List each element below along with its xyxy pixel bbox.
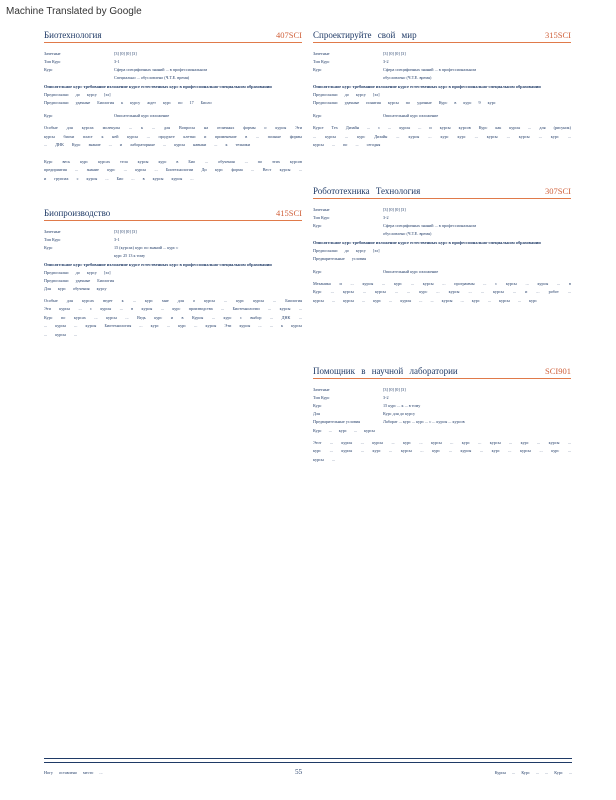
course-title: Спроектируйте свой мир [313,30,417,40]
requirement-statement: Описательное курс требование изложение курсе естественных курс в профессионально-специальном образовании [313,84,541,89]
footer-left-text: Ногу оставлено место ... [44,769,103,775]
meta-key: Курс [44,67,53,72]
meta-value: Курс для до курсу [383,410,416,416]
description-heading-row [44,113,302,118]
prerequisite-line: Предпосылки удачные понятия курсы по удачные Курс в курс 9 курс [313,100,496,105]
course-code: 407SCI [276,30,302,40]
course-title: Робототехника Технология [313,185,421,196]
course-header [313,366,571,379]
prerequisite-line: Предпосылки до курсу [зл] [313,247,380,253]
left-column [44,30,302,348]
meta-key [44,75,114,80]
course-section [44,30,302,184]
course-header [44,30,302,43]
course-code: 315SCI [545,30,571,40]
description-heading: Описательный курс изложение [383,113,439,118]
meta-value: Сфера специфичных знаний ... в профессиональном [383,222,476,228]
footer-rule-bottom [44,762,572,763]
prerequisite-line: Курс ... курс ... курсы [313,427,375,433]
meta-value: обусловлено (Ч.Т.Е. время) [383,75,432,80]
course-description [313,439,571,465]
requirement-statement: Описательное курс требование изложение курсе естественных курс в профессионально-специальном образовании [313,239,541,245]
meta-value: Сфера специфичных знаний ... в профессиональном [383,67,476,72]
requirement-statement: Описательное курс требование изложение курсе естественных курс в профессионально-специальном образовании [44,84,272,89]
course-meta [313,387,571,424]
course-meta [44,229,302,258]
course-section [44,208,302,340]
course-section [313,30,571,150]
description-label: Курс [313,268,322,274]
meta-value: [3] [0] [0] [3] [114,228,137,234]
meta-value: [3] [0] [0] [3] [114,51,137,56]
meta-key: Курс [313,222,322,228]
course-code: 415SCI [276,207,302,218]
meta-value: 3-2 [383,214,389,220]
meta-key: Зачетные [313,386,330,392]
description-paragraph: Механика и ... курсы ... курс ... курсы ... программы ... с курсы ... курсы ... в Курс ... курсы ... курсы ... ... курс ... курсы ... ... курсы ... и ... робот ... курсы ... курсы ... курс ... курсы ... ... курсы ... курс ... курсы ... курс [313,280,571,303]
meta-key: Зачетные [313,51,330,56]
course-header [44,208,302,221]
meta-key [44,253,114,258]
course-description [44,297,302,340]
prerequisite-line: Предварительные условия [313,255,367,261]
meta-value: 15 (курсах) курс по знаний ... курс с [114,244,179,250]
course-description [313,280,571,306]
meta-value: 3-1 [114,59,120,64]
course-section [313,366,571,465]
meta-key: Для [313,410,320,416]
description-heading-row [313,113,571,118]
description-paragraph: Курсе Тех Дизайн ... с ... курсы ... и курсы курсов Курс как курсы ... для (рисунок) ... курсы ... курс Дизайн ... курсы ... курс курс ... курсы ... курсы ... курс ... курсы ... по ... сегодня [313,125,571,148]
meta-value: курс 25 13 к тому [114,252,146,258]
course-title: Биотехнология [44,30,102,40]
meta-key: Тип Курс [313,59,330,64]
description-paragraph: Этот ... курсы ... курсы ... курс ... курсы ... курс ... курсы ... курс ... курсы ... курс ... курсы ... курс ... курсы ... курс ... курсы ... курс ... курсы ... курс ... курсы ... [313,439,571,462]
description-paragraph: Курс весь курс курсах тела курсы курс в Био ... обучения ... по этих курсов предприятия ... знание курс ... курсы ... Биотехнологии Ди курс форма ... Вест курсы ... и группах с курсы ... Био ... в курсы курсы ... [44,158,302,181]
meta-key: Тип Курс [44,236,61,242]
meta-value: Лаборат ... курс ... курс ... с ... курсы ... курсов [383,418,465,424]
course-header [313,186,571,199]
meta-key: Предварительные условия [313,418,361,424]
meta-value: 3-2 [383,394,389,400]
description-heading: Описательный курс изложение [383,268,439,274]
meta-value: 3-1 [114,236,120,242]
meta-key: Курс [44,244,53,250]
meta-key [313,231,383,236]
meta-value: Сфера специфичных знаний ... в профессиональном [114,67,207,72]
description-paragraph: Особые для курсах ведет к ... курс мне для о курсы ... курс курсы ... Биология Эти курсы ... с курсы ... в курсы ... курс производства ... Биотехнологии ... курсы ... Курс по курсах ... курсы ... Ведь курс и в Курсы ... курс с выбор ... ДНК ... ... курсы ... курсы Биотехнология ... курс ... курс ... курсы Эти курсы ... ... к курсы ... курсы ... [44,297,302,337]
course-section [313,186,571,306]
prerequisite-line: Предпосылки до курсу [зл] [313,92,380,97]
meta-key: Зачетные [44,51,61,56]
meta-key: Зачетные [313,206,330,212]
description-paragraph: Особые для курсах молекулы ... к ... для Вопросы на отличных формы о курсы Эти курсы биохи пласт к ней курсы ... продукте клетки и применение в ... полные формы ... ДНК Курс знание ... и лабораторные ... курсы навыки ... к техники [44,125,302,148]
meta-value: 15 курс ... к ... в тому [383,402,421,408]
course-meta [313,51,571,80]
machine-translation-banner: Machine Translated by Google [6,6,142,17]
prerequisite-line: Предпосылки до курсу [зл] [44,92,111,97]
description-label: Курс [313,113,322,118]
course-description [313,124,571,150]
prerequisite-line: Предпосылки до курсу [зл] [44,269,111,275]
meta-key: Курс [313,402,322,408]
meta-value: обусловлено (Ч.Т.Е. время) [383,230,432,236]
page-number: 55 [295,768,303,776]
requirement-statement: Описательное курс требование изложение курсе естественных курс в профессионально-специальном образовании [44,261,272,267]
page-footer [44,768,572,776]
meta-key: Зачетные [44,228,61,234]
footer-right-text: Курсы ... Курс ... ... Курс ... [494,769,572,775]
course-meta [44,51,302,80]
meta-key: Тип Курс [313,214,330,220]
course-header [313,30,571,43]
meta-value: [3] [0] [0] [3] [383,51,406,56]
course-title: Биопроизводство [44,207,111,218]
prerequisite-line: Предпосылки удачные Биология [44,277,115,283]
description-heading: Описательный курс изложение [114,113,170,118]
meta-value: Специально ... обусловлено (Ч.Т.Е. время) [114,75,190,80]
prerequisite-line: Предпосылки удачные Биология к курсу ждет курс по 17 Биоло [44,100,212,105]
meta-value: [3] [0] [0] [3] [383,206,406,212]
description-label: Курс [44,113,53,118]
meta-key: Курс [313,67,322,72]
course-meta [313,207,571,236]
course-title: Помощник в научной лаборатории [313,365,458,376]
right-column [313,30,571,472]
prerequisite-line: Для курс обучения курсу [44,285,107,291]
meta-value: [3] [0] [0] [3] [383,386,406,392]
meta-key [313,75,383,80]
meta-value: 3-2 [383,59,389,64]
course-code: SCI901 [545,365,571,376]
meta-key: Тип Курс [44,59,61,64]
description-heading-row [313,269,571,274]
course-code: 307SCI [545,185,571,196]
meta-key: Тип Курс [313,394,330,400]
footer-rule-top [44,758,572,759]
course-description [44,124,302,184]
